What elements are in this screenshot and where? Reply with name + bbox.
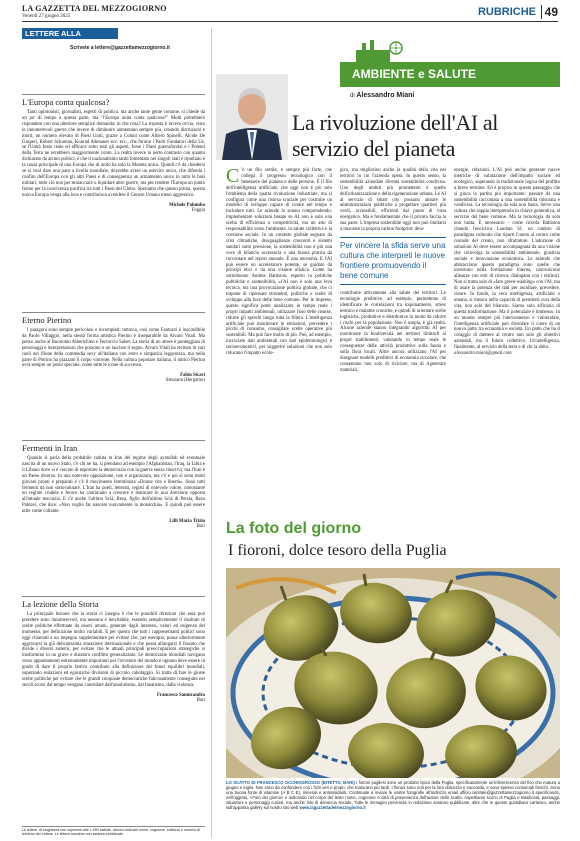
letter-place: Bari (196, 524, 205, 530)
letter-signature: Lilli Maria Trizio (169, 519, 205, 525)
section-label: RUBRICHE (477, 6, 536, 18)
author-name: Alessandro Miani (356, 92, 415, 99)
site-link[interactable]: www.lagazzettadelmezzogiorno.it (299, 805, 366, 810)
photo-credit: LO SCATTO DI FRANCESCO OCCHIOGROSSO (BITETTO, BARI) (226, 780, 355, 785)
letter-title: Eterno Pierino (22, 312, 205, 325)
masthead (22, 4, 558, 22)
article-column-1 (226, 165, 332, 357)
drop-cap: C (226, 165, 240, 187)
letter-body: La principale lezione che la storia ci insegna è che le possibili direzioni che essa può prendere sono innumerevoli, ma nessuna è inevitabile, essendo semplicemente il risultato di scelte politiche effettuate da esseri umani, generate dagli interessi, valori ed esigenze del momento, per definizione molto variabili. E per questo che tutti i rappresentanti politici sono oggi chiamati a un impegno supplementare per evitare che, per esempio, possa ulteriormente aggravarsi la già delicatissima situazione internazionale e che possa allungarsi il fossato che divide i diversi sistemi, per evitare che le attuali principali preoccupazioni strategiche si trasformino in un grave e duraturo conflitto generalizzato. Le democrazie mondiali navigano verso appuntamenti estremamente importanti per l'avvenire del mondo e ognuno deve essere in grado di dare il proprio fattivo contributo alla definizione dei futuri equilibri mondiali, superando esitazioni ed egoistiche divisioni di piccolo cabotaggio. Si tratta di fare le giuste scelte politiche per evitare che le grandi conquiste democratiche faticosamente conseguite nei secoli scorsi dal tempo vengano cancellate dall'assolutismo, dal fanatismo, dalla violenza. (22, 612, 205, 688)
article-text: 'è un filo sottile, e sempre più forte, che collega il progresso tecnologico con il benessere del pianeta e delle persone. È il filo dell'intelligenza artificiale, che oggi non è più solo l'emblema della quarta rivoluzione industriale, ma si configura come una risorsa cruciale per costruire un modello di sviluppo capace di curare nel tempo e includere tutti. Le aziende lo stanno comprendendo: implementare soluzioni basate su AI non è solo una scelta di efficienza o competitività, ma un atto di responsabilità verso l'ambiente, la salute collettiva e la coesione sociale. In un contesto globale segnato da crisi climatiche, disuguaglianze crescenti e sistemi sanitari sotto pressione, la sostenibilità non è più una voce di bilancio accessoria o una buona pratica da raccontare nel report annuale. È una necessità. E l'AI può essere un acceleratore potente, se guidato da principi etici e da una visione olistica. Come ha sottolineato Andrea Battiston, esperto in politiche pubbliche e sostenibilità, «l'AI non è solo una leva tecnica, ma una provocazione politica globale, che ci impone di ripensare strumenti, politiche e scelte di sviluppo alla luce delle bene comune. Per le imprese, questo significa poter analizzare in tempo reale i propri impatti ambientali, utilizzare l'uso delle risorse, ridurre gli sprechi lungo tutta la filiera. L'intelligenza artificiale può monitorare le emissioni, prevedere i picchi di consumo, consigliare scelte operative più sostenibili. Ma può fare molto di più. Può, ad esempio, incrociare dati ambientali con dati epidemiologici e socioeconomici, per suggerire soluzioni che non solo riducano l'impatto ecolo- (226, 168, 332, 357)
letter-signature: Fabio Sicari (180, 373, 205, 379)
letter-title: L'Europa conta qualcosa? (22, 94, 205, 107)
byline-prefix: di (350, 93, 355, 99)
article-headline: La rivoluzione dell'AI al servizio del pianeta (292, 110, 498, 161)
byline (350, 92, 414, 99)
column-divider (211, 28, 212, 838)
factory-icon (354, 40, 404, 62)
letter-body: Quando si parla della probabile caduta in Iran del regime degli ayatollah ed eventuale nascita di un nuovo Stato, c'è chi ne ha, si prendano ad esempio l'Afghanistan, l'Iraq, la Libia e il Libano dove si è cercato di esportare la democrazia con la guerra senza riuscirvi, ma l'Iran è un Paese diverso. In una notevole opposizione, non è organizzata, ma c'è e poi si sono molti giovani pronti e preparati e c'è il movimento femminista «Donne vita e libertà». Sono tutti fermenti da non sottovalutare. L'Iran ha poeti, letterati, registi di notevole valore, nonostante un regime crudele e feroce ha continuato a crescere e maturare in una direzione opposta all'attuale teocrazia. E c'è anche l'ultimo Scià, Reza, figlio dell'ultimo Scià di Persia, Reza Pahlavi, che dice: «Non voglio far nascere nuovamente la monarchia». E quindi può essere utile come collante. (22, 456, 205, 515)
caption-text: I fioroni pugliesi sono un prodotto tipico della Puglia, specificatamente un'infiorescenza del fico che matura a giugno e luglio. Non sono da confondere con i fichi veri e propri, che maturano più tardi. I fioroni sono noti per la loro dolcezza e succosità, e sono spesso consumati freschi. Sono una buona fonte di vitamine (A B C E), minerali e antiossidanti. Continuate a inviare le vostre fotografie all'indirizzo email ufficio.centrale@gazzettamezzogiorno.it specificando, nell'oggetto, «Foto del giorno» e indicando nel corpo del testo nome, cognome e città di provenienza dell'autore dello scatto. Aspettiamo scorci di Puglia e Basilicata, paesaggi, situazioni e personaggi curiosi, ma anche foto di denuncia sociale. Tutte le immagini pervenute in redazione saranno pubblicate, oltre che in questo quotidiano cartaceo, anche sull'apposita gallery sul nostro sito web (226, 780, 560, 810)
foto-title: I fioroni, dolce tesoro della Puglia (228, 542, 447, 559)
letter-3 (22, 440, 205, 529)
letter-place: Bari (196, 697, 205, 703)
letter-place: Foggia (191, 207, 205, 213)
letter-signature: Francesco Sannicandro (156, 692, 205, 698)
letter-place: Stezzano (Bergamo) (165, 378, 205, 384)
article-column-3 (454, 168, 560, 357)
article-text: contribuire attivamente alla salute dei territori. Le tecnologie predittive, ad esempio, permettono di identificare le correlazioni tra inquinamento, stress termico e malattie croniche, e quindi di orientare scelte logistiche, produttive e distributive in modo da ridurre i rischi per la popolazione. Non è utopia, è già realtà. Alcune aziende stanno integrando algoritmi AI per monitorare la biodiversità nei territori limitrofi ai propri stabilimenti, valutando in tempo reale le conseguenze delle attività produttive sulla fauna e sulla flora locali. Altre ancora utilizzano l'AI per disegnare modelli predittivi di economia circolare, che consentano non solo di riciclare, ma di rigenerare materiali, (340, 290, 446, 373)
issue-date: Venerdì 27 giugno 2025 (22, 14, 71, 19)
author-photo (216, 74, 288, 160)
page-number: 49 (541, 5, 558, 19)
figs-photo (226, 568, 560, 778)
newspaper-name: LA GAZZETTA DEL MEZZOGIORNO (22, 4, 167, 13)
letter-1 (22, 94, 205, 213)
foto-band: La foto del giorno (226, 520, 362, 537)
letters-contact: Scrivete a lettere@gazzettamezzogiorno.it (70, 45, 170, 51)
letter-title: Fermenti in Iran (22, 440, 205, 453)
photo-caption (226, 780, 560, 810)
article-column-2 (340, 168, 446, 374)
letter-body: Tanti opinionisti, giornalisti, esperti di politica, ma anche tante gente comune, si chiede da un po' di tempo a questa parte, ma "l'Europa unita conta qualcosa?" Molti potrebbero rispondere con una ulteriore semplice domanda: in che cosa? La risposta è invece ovvia, visto le innumerevoli guerre che invece di diminuire aumentano sempre più, creando distruzioni e morti, un numero elevato di Paesi Uniti, grazie a Coloni come Altiero Spinelli, Alcide De Gasperi, Robert Schuman, Konrad Adenauer ecc. ecc., che furono i Padri Fondatori della Ue, se l'Unità fosse reale ed efficace sotto tutti gli aspetti, forse i Paesi guerrafondai e i Potenti della Terra ne avrebbero maggiormente conto. La realtà invece in netto contrasto con quanto dichiarato da alcuni politici, è che il nazionalismo tanto fomentato nei singoli stati e ripudiato è la causa principale di una Europa che di unito ha solo la Moneta unica. Quindi c'è da chiedersi se si vuol dare una pace a livello mondiale, dovrebbe avere un esercito unico, che difenda i confini dell'Europa con gli altri Paesi e di conseguenza un armamento unico in tutto le basi militari, tutto ciò non per minacciare o liquidare altre guerre, ma per rendere l'Europa un punto fermo per la convivenza pacifica tra tutti i Paesi del Globo. Speriamo che questo prima, questa nuova Europa venga alla luce e contribuisca a rendere il Genere Umano meno aggressivo. (22, 110, 205, 198)
ambiente-band: AMBIENTE e SALUTE (340, 62, 560, 87)
letter-body: I paragoni sono sempre pericolosi e incompleti; tuttavia, così come Fantozzi è inscindibile da Paolo Villaggio, nella stessa forma artistica Pierino è inseparabile da Alvaro Vitali. Ma penso anche al Buonomo Alberichino e Ferruccio Sabet. La storia di un attore è punteggiata di personaggi e interpretazioni che possono o no lasciare il segno. Alvaro Vitali ha recitato in vari ruoli nei filone della commedia sexy all'italiana con estro e simpatica leggerezza, ma nella parte di Pierino ha piazzato il colpo vincente. Nella cultura popolare italiana, il mitico Pierino avrà sempre un posto speciale, come tutte le icone di successo. (22, 328, 205, 369)
author-email: alessandro.miani@gmail.com (454, 351, 512, 357)
letter-4 (22, 596, 205, 703)
article-text: energie, relazioni. L'AI può anche generare nuove metriche di valutazione dell'impatto sociale ed ecologico, superando la tradizionale logica del profitto a breve termine. Ed è proprio in questo passaggio che si gioca la partita più importante: passare da una sostenibilità raccontata a una sostenibilità misurata e condivisa. La tecnologia da sola non basta. Serve una cultura che sappia interpretarla in chiave generativa, al servizio del bene comune. Ma la tecnologia da sola non basta. È necessario - come ricorda Battiston citando l'enciclica Laudato Si', un cambio di paradigma culturale che riporti l'uomo al centro come custode del creato, non sfruttatore. L'adozione di soluzioni AI deve essere accompagnata da una visione che coinvolga la sostenibilità ambientale, giustizia sociale e innovazione economica. Le aziende che abbracciano questo paradigma sono quelle che investono nella formazione interna, costruiscono alleanze con enti di ricerca, dialogano con i territori. Non si tratta solo di «fare green-washing» con l'AI, ma di usare la potenza dei dati per ascoltare, prevedere, curare. In fondo, la vera intelligenza, artificiale o umana, si misura nella capacità di prendersi cura della vita, non solo del bilancio. Siamo solo all'inizio di questa trasformazione. Ma il potenziale è immenso. In un mondo sempre più interconnesso e vulnerabile, l'intelligenza artificiale può diventare il cuore di un nuovo patto tra economia e società. Un patto che ha il coraggio di mettere al centro non solo gli obiettivi aziendali, ma il futuro collettivo. Un'intelligenza, finalmente, al servizio della terra e di chi la abita. (454, 168, 560, 351)
letter-2 (22, 312, 205, 383)
letters-band: LETTERE ALLA GAZZETTA (22, 28, 118, 39)
letter-signature: Michele Palumbo (169, 202, 205, 208)
letter-title: La lezione della Storia (22, 596, 205, 609)
article-text: gico, ma migliorino anche la qualità della vita nei territori in cui l'azienda opera. In questo senso, la sostenibilità aziendale diventa sostenibilità condivisa. Uno degli ambiti più promettenti è quello dell'urbanizzazione e della rigenerazione urbana. Le AI al servizio di smart city possono aiutare le amministrazioni pubbliche a progettare quartieri più verdi, accessibili, efficienti dal punto di vista energetico. Ma è fondamentale che il privato faccia la sua parte. L'impresa sostenibile oggi non può limitarsi a misurare la propria carbon footprint: deve (340, 168, 446, 233)
pull-quote: Per vincere la sfida serve una cultura che interpreti le nuove frontiere promuovendo il bene comune (340, 237, 446, 285)
letters-footnote: Le lettere, di lunghezza non superiore alle 1.000 battute, devono indicare nome, cognome, indirizzo e numero di telefono del Lettore. Le lettere anonime non saranno pubblicate. (22, 826, 205, 836)
